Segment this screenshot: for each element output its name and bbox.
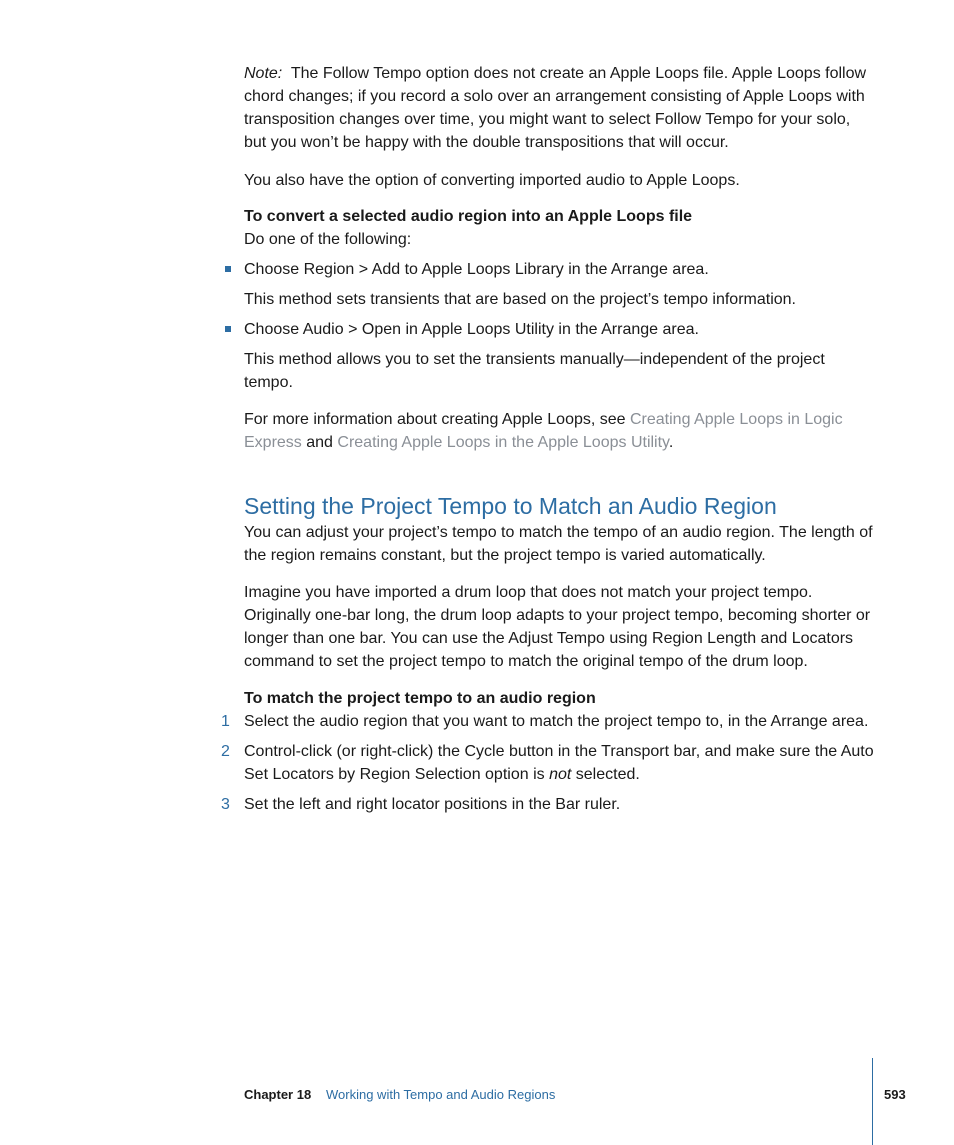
convert-item-1-action: Choose Region > Add to Apple Loops Library in the Arrange area. [244,261,709,278]
step-2-text [244,740,876,786]
match-task-title: To match the project tempo to an audio region [244,690,596,707]
step-1-text: Select the audio region that you want to match the project tempo to, in the Arrange area. [244,713,869,730]
more-info-paragraph [244,408,844,454]
convert-item-2-action: Choose Audio > Open in Apple Loops Utility in the Arrange area. [244,321,699,338]
note-label: Note: [244,65,283,82]
step-2-text-after: selected. [571,766,640,783]
footer-divider [872,1058,873,1145]
convert-item-2-detail: This method allows you to set the transients manually—independent of the project tempo. [244,351,825,391]
bullet-icon [225,266,231,272]
step-3-text: Set the left and right locator positions in the Bar ruler. [244,796,621,813]
note-text: The Follow Tempo option does not create an Apple Loops file. Apple Loops follow chord changes; if you record a solo over an arrangement consisting of Apple Loops with transposition changes over time, you might want to select Follow Tempo for your solo, but you won’t be happy with the double transpositions that will occur. [244,65,867,151]
step-number: 1 [221,713,230,730]
link-creating-apple-loops-logic-express[interactable]: Creating Apple Loops in Logic Express [244,411,843,451]
convert-task-intro: Do one of the following: [244,231,412,248]
more-info-prefix: For more information about creating Apple Loops, see [244,411,630,428]
step-2-text-before: Control-click (or right-click) the Cycle button in the Transport bar, and make sure the Auto Set Locators by Region Selection option is [244,743,874,783]
page-number: 593 [884,1087,906,1102]
more-info-suffix: . [668,434,674,451]
bullet-icon [225,326,231,332]
convert-item-1-detail: This method sets transients that are based on the project’s tempo information. [244,291,796,308]
note-paragraph [244,62,876,154]
section-paragraph-2: Imagine you have imported a drum loop that does not match your project tempo. Originally one-bar long, the drum loop adapts to your project tempo, becoming shorter or longer than one bar. You can use the Adjust Tempo using Region Length and Locators command to set the project tempo to match the original tempo of the drum loop. [244,584,871,670]
footer-chapter-title: Working with Tempo and Audio Regions [326,1087,556,1102]
footer-chapter: Chapter 18 [244,1087,312,1102]
step-number: 2 [221,743,230,760]
link-creating-apple-loops-utility[interactable]: Creating Apple Loops in the Apple Loops Utility [337,434,669,451]
more-info-middle: and [301,434,338,451]
section-paragraph-1: You can adjust your project’s tempo to match the tempo of an audio region. The length of the region remains constant, but the project tempo is varied automatically. [244,524,873,564]
also-option-paragraph: You also have the option of converting imported audio to Apple Loops. [244,172,740,189]
convert-task-title: To convert a selected audio region into an Apple Loops file [244,208,693,225]
section-heading: Setting the Project Tempo to Match an Audio Region [244,493,777,519]
step-number: 3 [221,796,230,813]
step-2-emphasis: not [549,766,572,783]
